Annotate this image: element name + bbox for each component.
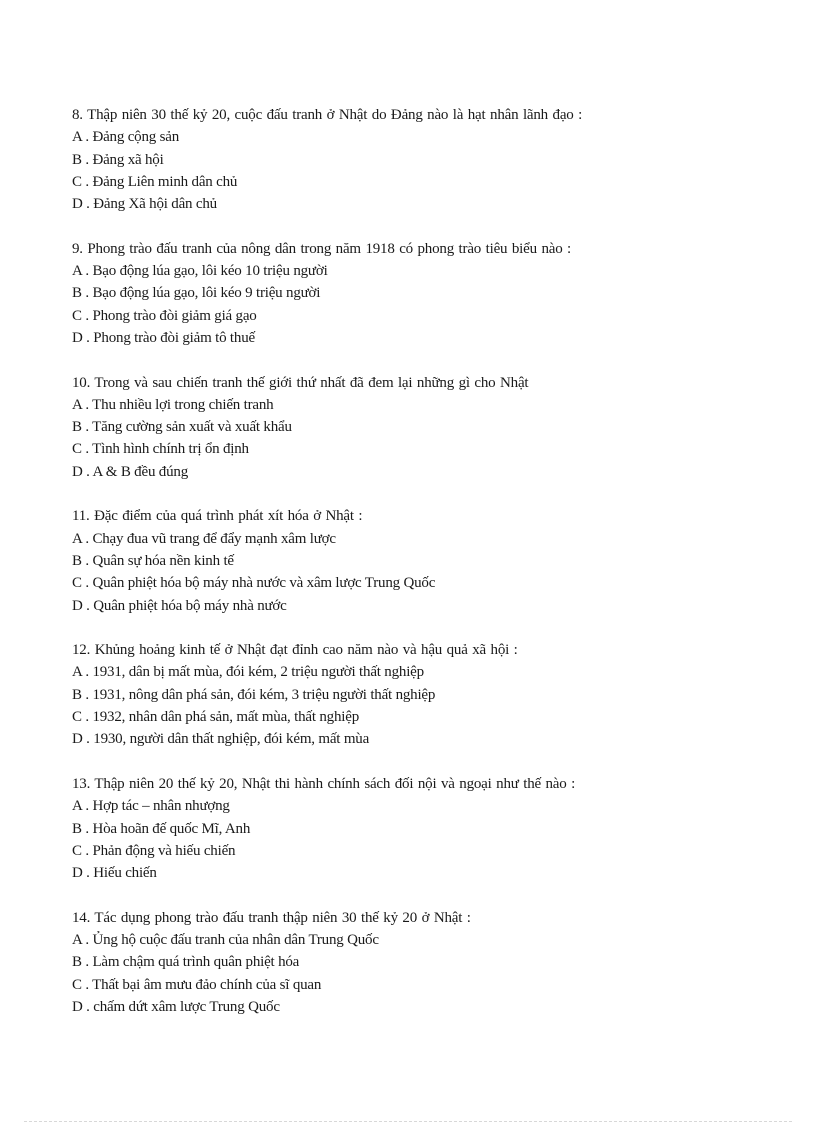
- question-list: [72, 104, 772, 1040]
- question-text: 8. Thập niên 30 thế kỷ 20, cuộc đấu tranh ở Nhật do Đảng nào là hạt nhân lãnh đạo :: [72, 107, 583, 123]
- question-text: 12. Khủng hoảng kinh tế ở Nhật đạt đỉnh cao năm nào và hậu quả xã hội :: [72, 642, 518, 659]
- option-b: B . Bạo động lúa gạo, lôi kéo 9 triệu người: [72, 285, 321, 302]
- option-b: B . Làm chậm quá trình quân phiệt hóa: [72, 954, 300, 971]
- option-b: B . Đảng xã hội: [72, 151, 164, 168]
- option-b: B . Quân sự hóa nền kinh tế: [72, 552, 234, 569]
- option-d: D . Hiếu chiến: [72, 865, 157, 882]
- option-a: A . Đảng cộng sản: [72, 129, 179, 146]
- question-11: [72, 505, 772, 616]
- option-d: D . Đảng Xã hội dân chủ: [72, 196, 217, 213]
- question-9: [72, 238, 772, 349]
- question-12: [72, 639, 772, 750]
- option-a: A . Bạo động lúa gạo, lôi kéo 10 triệu người: [72, 263, 328, 280]
- option-c: C . Phong trào đòi giảm giá gạo: [72, 307, 257, 324]
- option-d: D . 1930, người dân thất nghiệp, đói kém, mất mùa: [72, 731, 370, 748]
- question-text: 11. Đặc điểm của quá trình phát xít hóa ở Nhật :: [72, 508, 363, 525]
- option-a: A . Chạy đua vũ trang để đẩy mạnh xâm lược: [72, 530, 336, 547]
- option-c: C . Tình hình chính trị ổn định: [72, 441, 249, 458]
- option-d: D . Quân phiệt hóa bộ máy nhà nước: [72, 597, 287, 614]
- question-10: [72, 372, 772, 483]
- option-a: A . Thu nhiều lợi trong chiến tranh: [72, 396, 274, 413]
- question-text: 13. Thập niên 20 thế kỷ 20, Nhật thi hành chính sách đối nội và ngoại như thế nào :: [72, 775, 576, 792]
- option-c: C . Quân phiệt hóa bộ máy nhà nước và xâm lược Trung Quốc: [72, 575, 436, 592]
- option-c: C . Thất bại âm mưu đảo chính của sĩ quan: [72, 976, 322, 993]
- question-13: [72, 773, 772, 884]
- option-d: D . Phong trào đòi giảm tô thuế: [72, 329, 255, 346]
- option-d: D . A & B đều đúng: [72, 463, 188, 480]
- question-text: 10. Trong và sau chiến tranh thế giới thứ nhất đã đem lại những gì cho Nhật: [72, 374, 529, 391]
- option-b: B . Tăng cường sản xuất và xuất khẩu: [72, 419, 292, 436]
- option-a: A . Ủng hộ cuộc đấu tranh của nhân dân Trung Quốc: [72, 931, 379, 948]
- option-c: C . Đảng Liên minh dân chủ: [72, 173, 238, 190]
- question-8: [72, 104, 772, 215]
- option-d: D . chấm dứt xâm lược Trung Quốc: [72, 998, 280, 1015]
- option-c: C . 1932, nhân dân phá sản, mất mùa, thất nghiệp: [72, 709, 360, 726]
- question-text: 9. Phong trào đấu tranh của nông dân trong năm 1918 có phong trào tiêu biểu nào :: [72, 240, 572, 257]
- option-a: A . Hợp tác – nhân nhượng: [72, 798, 230, 815]
- option-c: C . Phản động và hiếu chiến: [72, 842, 236, 859]
- option-b: B . 1931, nông dân phá sản, đói kém, 3 triệu người thất nghiệp: [72, 686, 436, 703]
- page-bottom-divider: [24, 1121, 792, 1122]
- option-b: B . Hòa hoãn đế quốc Mĩ, Anh: [72, 820, 251, 837]
- option-a: A . 1931, dân bị mất mùa, đói kém, 2 triệu người thất nghiệp: [72, 664, 424, 681]
- question-text: 14. Tác dụng phong trào đấu tranh thập niên 30 thế kỷ 20 ở Nhật :: [72, 909, 471, 926]
- question-14: [72, 907, 772, 1018]
